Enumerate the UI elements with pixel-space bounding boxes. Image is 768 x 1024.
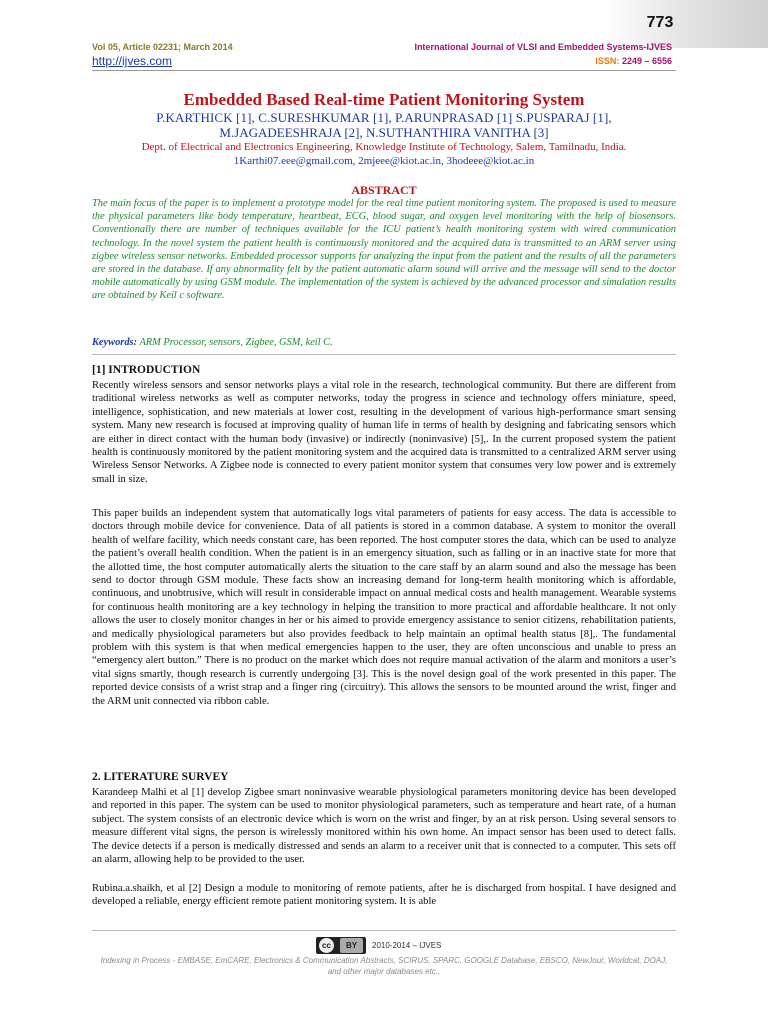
keywords-label: Keywords: — [92, 337, 138, 348]
intro-paragraph-2: This paper builds an independent system that automatically logs vital parameters of patients for easy access. The data is accessible to doctors through mobile device for convenience. Data of all patients is stored in a common database. A system to monitor the overall health of welfare facility, which needs constant care, has been reported. The host computer stores the data, which can be used to analyze the patient’s overall health condition. When the patient is in an emergency situation, such as falling or in an inactive state for more that the allotted time, the host computer automatically alerts the situation to the care staff by an alarm sound and also the message has been send to doctor through GSM module. These facts show an increasing demand for long-term health monitoring which is affordable, continuous, and unobtrusive, which will result in considerable impact on annual medical costs and health management. Wearable systems for continuous health monitoring are a key technology in helping the transition to more practical and affordable healthcare. It not only allows the user to closely monitor changes in her or his aimed to provide emergency assistance to senior citizens, rehabilitation patients, and medically physiological parameters but also provides feedback to help maintain an optimal health status [8],. The fundamental problem with this system is that when medical emergencies happen to the user, they are often unconscious and unable to press an “emergency alert button.” There is no product on the market which does not require manual activation of the alarm and monitors a user’s vital signs smartly, though research is currently undergoing [3]. This is the novel design goal of the work presented in this paper. The reported device consists of a wrist strap and a finger ring (circuitry). This allows the sensors to be mounted around the wrist, finger and the ARM unit connected via ribbon cable. — [92, 508, 676, 707]
keywords-list: ARM Processor, sensors, Zigbee, GSM, keil C. — [137, 337, 333, 348]
affiliation: Dept. of Electrical and Electronics Engineering, Knowledge Institute of Technology, Salem, Tamilnadu, India. — [141, 141, 627, 153]
copyright: 2010-2014 – IJVES — [372, 941, 442, 950]
author-emails: 1Karthi07.eee@gmail.com, 2mjeee@kiot.ac.in, 3hodeee@kiot.ac.in — [233, 155, 535, 167]
abstract-body: The main focus of the paper is to implement a prototype model for the real time patient monitoring system. The proposed is used to measure the physical parameters like body temperature, heartbeat, ECG, blood sugar, and oxygen level monitoring with the help of biosensors. Conventionally there are number of techniques available for the ICU patient’s health monitoring system with wired communication technology. In the novel system the patient health is continuously monitored and the acquired data is transmitted to an ARM server using zigbee wireless sensor networks. Embedded processor supports for analyzing the input from the patient and the results of all the parameters are stored in the database. If any abnormality felt by the patient automatic alarm sound will arrive and the message will send to the doctor mobile automatically by using GSM module. The implementation of the system is achieved by the advanced processor and simulation results are obtained by Keil c software. — [92, 198, 676, 302]
authors-line-1: P.KARTHICK [1], C.SURESHKUMAR [1], P.ARUNPRASAD [1] S.PUSPARAJ [1], — [156, 110, 612, 125]
abstract-divider — [92, 354, 676, 355]
issn-value: 2249 – 6556 — [621, 56, 672, 66]
issn-label: ISSN: — [595, 56, 620, 66]
volume-info: Vol 05, Article 02231; March 2014 — [92, 42, 233, 52]
keywords — [92, 337, 676, 348]
journal-website-link[interactable]: http://ijves.com — [92, 54, 173, 68]
journal-name: International Journal of VLSI and Embedded Systems-IJVES — [414, 42, 672, 52]
literature-paragraph-1: Karandeep Malhi et al [1] develop Zigbee smart noninvasive wearable physiological parameters monitoring device has been developed and reported in this paper. The system can be used to monitor physiological parameters, such as temperature and heart rate, of a human subject. The system consists of an electronic device which is worn on the wrist and finger, by an at risk person. Using several sensors to measure different vital signs, the person is wirelessly monitored within his own home. An impact sensor has been used to detect falls. The device detects if a person is medically distressed and sends an alarm to a receiver unit that is connected to a computer. This sets off an alarm, allowing help to be provided to the user. — [92, 787, 676, 866]
creative-commons-badge — [316, 937, 366, 954]
page-number-tab — [604, 0, 768, 48]
abstract-heading: ABSTRACT — [351, 183, 417, 197]
header-divider — [92, 70, 676, 71]
paper-title: Embedded Based Real-time Patient Monitoring System — [183, 90, 585, 109]
literature-paragraph-2: Rubina.a.shaikh, et al [2] Design a module to monitoring of remote patients, after he is discharged from hospital. I have designed and developed a reliable, energy efficient remote patient monitoring system. It is able — [92, 883, 676, 908]
intro-paragraph-1: Recently wireless sensors and sensor networks plays a vital role in the research, technological community. But there are different from traditional wireless networks as well as computer networks, today the progress in science and technology offers miniature, speed, intelligence, sophistication, and new materials at lower cost, resulting in the development of various high-performance smart sensing system. Many new research is focused at improving quality of human life in terms of health by designing and fabricating sensors which are either in direct contact with the human body (invasive) or indirectly (noninvasive) [5],. In the current proposed system the patient health is continuously monitored by the patient monitoring system and the acquired data is transmitted to a centralized ARM server using Wireless Sensor Networks. A Zigbee node is connected to every patient monitor system that consumes very low power and is extremely small in size. — [92, 380, 676, 485]
indexing-note: Indexing in Process - EMBASE, EmCARE, Electronics & Communication Abstracts, SCIRUS, SPARC, GOOGLE Database, EBSCO, NewJour, Worldcat, DOAJ, and other major databases etc., — [100, 956, 668, 976]
cc-icon: cc — [319, 938, 334, 953]
issn — [595, 56, 672, 66]
section-heading-literature-survey: 2. LITERATURE SURVEY — [92, 771, 229, 783]
attribution-icon: BY — [340, 938, 363, 953]
page-number: 773 — [646, 14, 674, 31]
section-heading-introduction: [1] INTRODUCTION — [92, 364, 201, 376]
footer-divider — [92, 930, 676, 931]
authors-line-2: M.JAGADEESHRAJA [2], N.SUTHANTHIRA VANITHA [3] — [219, 125, 549, 140]
